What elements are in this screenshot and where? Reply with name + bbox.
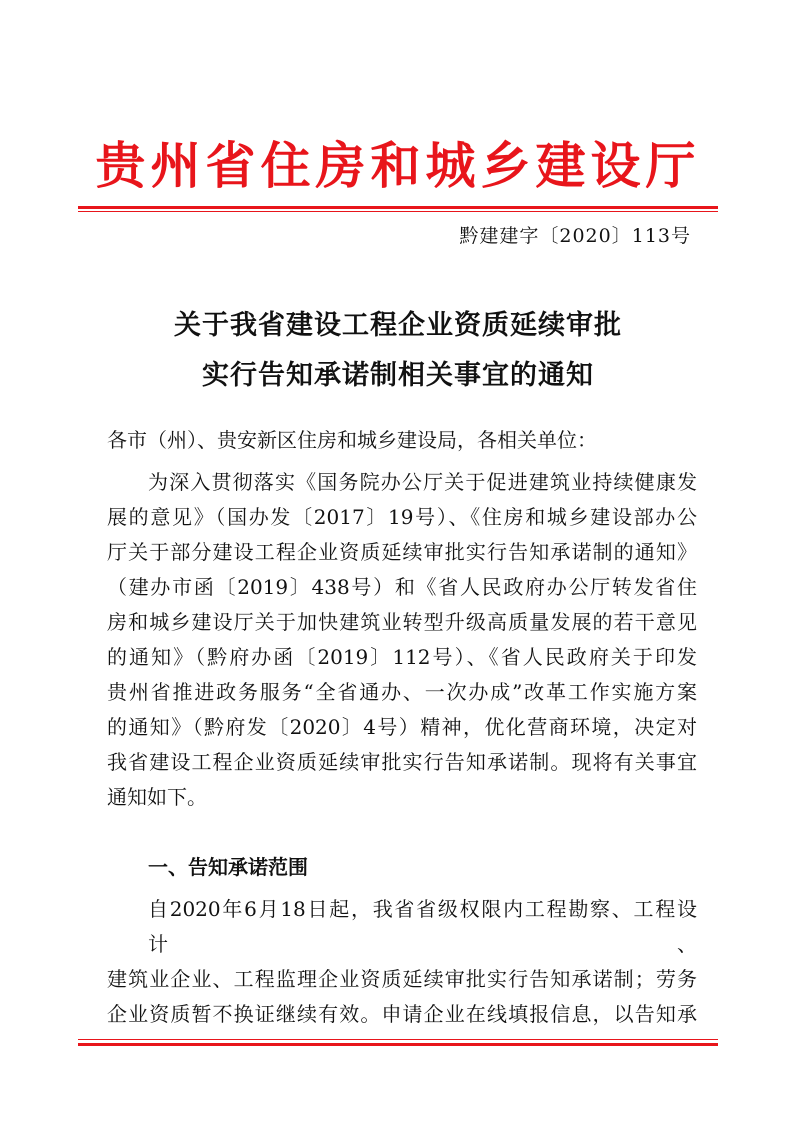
paragraph-line: 厅关于部分建设工程企业资质延续审批实行告知承诺制的通知》 [107,540,697,564]
header-rule-thick [78,206,718,209]
section-heading-1: 一、告知承诺范围 [148,855,308,879]
footer-rule-thick [78,1043,718,1046]
paragraph-line: 的通知》（黔府发〔2020〕4号）精神，优化营商环境，决定对 [107,715,697,739]
paragraph-line: 房和城乡建设厅关于加快建筑业转型升级高质量发展的若干意见 [107,610,697,634]
letterhead-title: 贵州省住房和城乡建设厅 [95,136,701,195]
paragraph-line: 的通知》（黔府办函〔2019〕112号）、《省人民政府关于印发 [107,645,697,669]
paragraph-line: 贵州省推进政务服务“全省通办、一次办成”改革工作实施方案 [107,680,697,704]
paragraph-line: 企业资质暂不换证继续有效。申请企业在线填报信息，以告知承 [107,1002,697,1026]
document-title-line-2: 实行告知承诺制相关事宜的通知 [202,360,594,391]
salutation [107,423,697,458]
paragraph-scope [107,892,697,1032]
paragraph-intro [107,465,697,815]
paragraph-line: （建办市函〔2019〕438号）和《省人民政府办公厅转发省住 [107,575,697,599]
salutation-text: 各市（州）、贵安新区住房和城乡建设局，各相关单位： [107,428,597,452]
document-number: 黔建建字〔2020〕113号 [459,225,691,247]
paragraph-line: 展的意见》（国办发〔2017〕19号）、《住房和城乡建设部办公 [107,505,697,529]
paragraph-line: 建筑业企业、工程监理企业资质延续审批实行告知承诺制；劳务 [107,967,697,991]
header-rule-thin [78,211,718,212]
paragraph-line: 为深入贯彻落实《国务院办公厅关于促进建筑业持续健康发 [148,470,697,494]
paragraph-line: 通知如下。 [107,785,207,809]
document-title-line-1: 关于我省建设工程企业资质延续审批 [174,310,622,341]
footer-rule-thin [78,1039,718,1040]
paragraph-line: 自2020年6月18日起，我省省级权限内工程勘察、工程设计、 [148,897,697,956]
paragraph-line: 我省建设工程企业资质延续审批实行告知承诺制。现将有关事宜 [107,750,697,774]
